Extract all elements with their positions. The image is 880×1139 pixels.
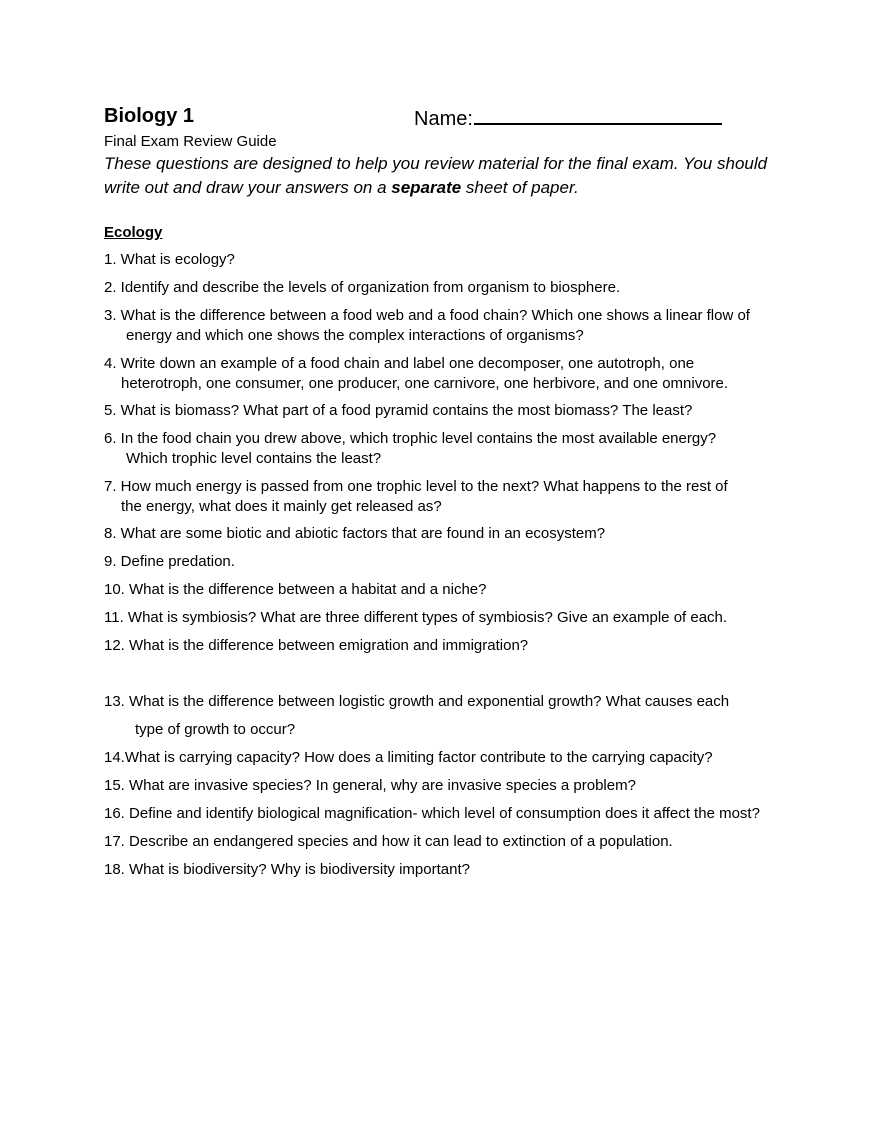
question-13 <box>104 692 729 740</box>
question-10: 10. What is the difference between a habitat and a niche? <box>104 581 487 598</box>
question-7 <box>104 477 728 517</box>
question-6 <box>104 429 716 469</box>
question-7-line-2: the energy, what does it mainly get released as? <box>121 498 442 515</box>
question-2: 2. Identify and describe the levels of organization from organism to biosphere. <box>104 279 621 296</box>
question-15: 15. What are invasive species? In general, why are invasive species a problem? <box>104 777 636 794</box>
title-row <box>104 103 804 133</box>
question-6-line-1: 6. In the food chain you drew above, which trophic level contains the most available energy? <box>104 430 717 447</box>
question-16: 16. Define and identify biological magnification- which level of consumption does it affect the most? <box>104 805 760 822</box>
question-3 <box>104 306 750 346</box>
intro-text <box>104 152 804 200</box>
question-12: 12. What is the difference between emigration and immigration? <box>104 637 529 654</box>
intro-text-start: These questions are designed to help you review material for the final exam. You should write out and draw your answers on a <box>104 154 768 197</box>
question-11: 11. What is symbiosis? What are three different types of symbiosis? Give an example of each. <box>104 609 728 626</box>
course-title: Biology 1 <box>104 105 195 127</box>
question-3-line-1: 3. What is the difference between a food web and a food chain? Which one shows a linear flow of <box>104 307 750 324</box>
question-1: 1. What is ecology? <box>104 251 235 268</box>
question-18: 18. What is biodiversity? Why is biodiversity important? <box>104 861 470 878</box>
guide-subtitle: Final Exam Review Guide <box>104 133 277 150</box>
intro-text-end: sheet of paper. <box>461 178 579 197</box>
intro-text-emphasis: separate <box>391 178 462 197</box>
question-13-line-1: 13. What is the difference between logistic growth and exponential growth? What causes each <box>104 693 730 710</box>
question-17: 17. Describe an endangered species and how it can lead to extinction of a population. <box>104 833 673 850</box>
question-7-line-1: 7. How much energy is passed from one trophic level to the next? What happens to the rest of <box>104 478 728 495</box>
question-13-line-2: type of growth to occur? <box>135 721 296 738</box>
name-blank-line <box>474 103 722 125</box>
question-4-line-1: 4. Write down an example of a food chain and label one decomposer, one autotroph, one <box>104 355 695 372</box>
question-6-line-2: Which trophic level contains the least? <box>126 450 382 467</box>
section-heading-ecology: Ecology <box>104 224 163 241</box>
question-3-line-2: energy and which one shows the complex interactions of organisms? <box>126 327 584 344</box>
name-field <box>414 103 722 132</box>
question-5: 5. What is biomass? What part of a food pyramid contains the most biomass? The least? <box>104 402 693 419</box>
question-14: 14.What is carrying capacity? How does a limiting factor contribute to the carrying capacity? <box>104 749 713 766</box>
name-label: Name: <box>414 108 473 130</box>
question-4-line-2: heterotroph, one consumer, one producer, one carnivore, one herbivore, and one omnivore. <box>121 375 729 392</box>
question-9: 9. Define predation. <box>104 553 235 570</box>
question-8: 8. What are some biotic and abiotic factors that are found in an ecosystem? <box>104 525 606 542</box>
question-4 <box>104 354 728 394</box>
